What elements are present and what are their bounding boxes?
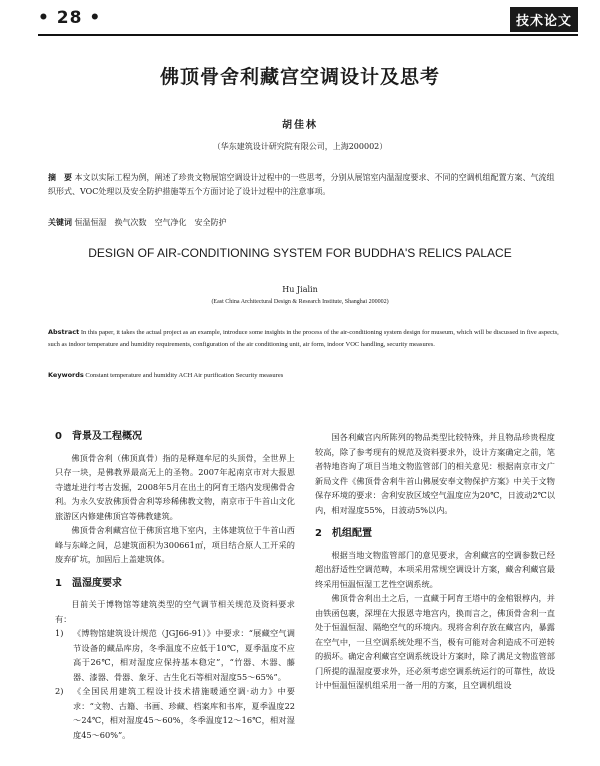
en-author: Hu Jialin — [282, 285, 318, 294]
zh-keywords — [48, 217, 558, 228]
body-column-left — [55, 430, 295, 742]
zh-abstract-label: 摘 要 — [48, 173, 72, 182]
zh-keywords-label: 关键词 — [48, 218, 72, 227]
en-abstract — [48, 326, 563, 351]
section-1-paragraph: 目前关于博物馆等建筑类型的空气调节相关规范及资料要求有： — [55, 599, 295, 624]
en-keywords-label: Keywords — [48, 371, 84, 379]
zh-abstract-text: 本文以实际工程为例，阐述了珍贵文物展馆空调设计过程中的一些思考，分别从展馆室内温湿度要求、不同的空调机组配置方案、气流组织形式、VOC处理以及安全防护措施等五个方面讨论了设计过程中的注意事项。 — [48, 173, 555, 196]
en-keywords — [48, 371, 563, 379]
list-text: 《全国民用建筑工程设计技术措施暖通空调·动力》中要求：“文物、古籍、书画、珍藏、档案库和书库，夏季温度22～24℃，相对湿度45～60%，冬季温度12～16℃，相对湿度45～60%”。 — [73, 686, 295, 740]
zh-title: 佛顶骨舍利藏宫空调设计及思考 — [159, 66, 440, 88]
list-number: 1) — [55, 628, 64, 638]
en-affiliation: (East China Architectural Design & Research Institute, Shanghai 200002) — [211, 299, 389, 305]
zh-affiliation: （华东建筑设计研究院有限公司，上海200002） — [212, 142, 388, 151]
section-2-paragraph: 佛顶骨舍利出土之后，一直藏于阿育王塔中的金棺银椁内，并由铁函包裹，深埋在大报恩寺地宫内，换而言之，佛顶骨舍利一直处于恒温恒湿、隔绝空气的环境内。现将舍利存放在藏宫内，暴露在空气中，一旦空调系统处理不当，极有可能对舍利造成不可逆转的损坏。确定舍利藏宫空调系统设计方案时，除了满足文物监管部门所提的温湿度要求外，还必须考虑空调系统运行的可靠性，故设计中恒温恒湿机组采用一备一用的方案，且空调机组设 — [315, 593, 555, 690]
zh-keywords-text: 恒温恒湿 换气次数 空气净化 安全防护 — [74, 218, 227, 227]
en-keywords-text: Constant temperature and humidity ACH Air purification Security measures — [85, 372, 284, 379]
section-0-paragraph: 佛顶骨舍利藏宫位于佛顶宫地下室内，主体建筑位于牛首山西峰与东峰之间，总建筑面积为300661㎡，项目结合原人工开采的废弃矿坑，加固后上盖建筑体。 — [55, 525, 295, 564]
en-abstract-text: In this paper, it takes the actual project as an example, introduce some insights in the process of the air-conditioning system design for museum, which will be discussed in five aspects, such as indoor temperature and humidity requirements, configuration of the air conditioning unit, air form, indoor VOC handling, security measures. — [48, 329, 559, 348]
en-title: DESIGN OF AIR-CONDITIONING SYSTEM FOR BUDDHA'S RELICS PALACE — [88, 246, 512, 260]
zh-abstract — [48, 171, 558, 199]
zh-author: 胡佳林 — [282, 120, 318, 131]
section-2-paragraph: 根据当地文物监管部门的意见要求，舍利藏宫的空调参数已经超出舒适性空调范畴，本项采用常规空调设计方案，藏舍利藏宫最终采用恒温恒湿工艺性空调系统。 — [315, 549, 555, 589]
section-1-heading: 1 温湿度要求 — [55, 577, 122, 589]
list-item — [55, 626, 295, 684]
header-rule — [38, 34, 578, 36]
list-text: 《博物馆建筑设计规范（JGJ66-91）》中要求：“展藏空气调节设备的藏品库房，冬季温度不应低于10℃，夏季温度不应高于26℃，相对湿度应保持基本稳定”，“竹器、木器、藤器、漆器、骨器、象牙、古生化石等相对湿度55～65%”。 — [73, 628, 295, 682]
body-column-right — [315, 430, 555, 693]
list-number: 2) — [55, 686, 64, 696]
section-tag: 技术论文 — [510, 7, 578, 32]
section-1-paragraph: 国各利藏宫内所陈列的物品类型比较特殊，并且物品珍贵程度较高，除了参考现有的规范及资料要求外，设计方案确定之前，笔者特地咨询了项目当地文物监管部门的相关意见：根据南京市文广新局文件《佛顶骨舍利牛首山佛展安奉文物保护方案》中关于文物保存环境的要求：舍利安放区域空气温度应为20℃，日波动2℃以内，相对湿度55%，日波动5%以内。 — [315, 432, 555, 515]
section-0-paragraph: 佛顶骨舍利（佛顶真骨）指的是释迦牟尼的头顶骨，全世界上只存一块，是佛教界最高无上的圣物。2007年起南京市对大报恩寺遗址进行考古发掘，2008年5月在出土的阿育王塔内发现佛骨舍利。为永久安放佛顶骨舍利等珍稀佛教文物，南京市于牛首山文化旅游区内修建佛顶宫等佛教建筑。 — [55, 452, 295, 521]
section-0-heading: 0 背景及工程概况 — [55, 431, 142, 442]
page-number: • 28 • — [38, 8, 102, 28]
section-2-heading: 2 机组配置 — [315, 528, 372, 539]
list-item — [55, 684, 295, 742]
en-abstract-label: Abstract — [48, 328, 80, 336]
